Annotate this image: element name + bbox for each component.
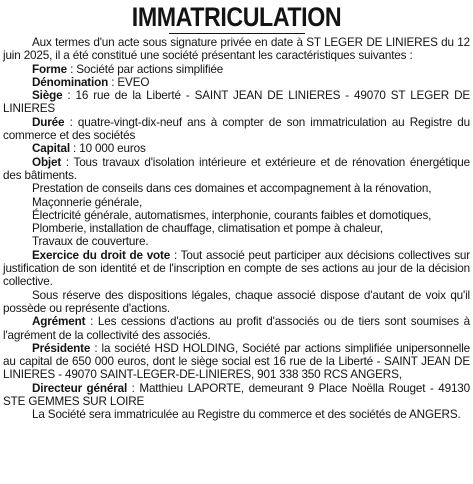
field-forme: [3, 63, 470, 76]
reserve-paragraph: Sous réserve des dispositions légales, chaque associé dispose d'autant de voix qu'il possède ou représente d'actions.: [3, 288, 470, 315]
field-siege: [3, 89, 470, 116]
notice-body: [3, 36, 470, 422]
field-value: : la société HSD HOLDING, Société par actions simplifiée unipersonnelle au capital de 650 000 euros, dont le siège social est 16 rue de la Liberté - SAINT JEAN DE LINIERES - 49070 SAINT-LEGER-DE-LINIERES, 901 338 350 RCS ANGERS,: [3, 341, 470, 382]
field-value: : EVEO: [108, 75, 150, 89]
objet-item: Maçonnerie générale,: [32, 195, 143, 209]
field-label: Forme: [32, 62, 67, 76]
intro-paragraph: Aux termes d'un acte sous signature privée en date à ST LEGER DE LINIERES du 12 juin 2025, il a été constitué une société présentant les caractéristiques suivantes :: [3, 36, 470, 63]
notice-title: IMMATRICULATION: [131, 2, 342, 32]
field-value: : Tout associé peut participer aux décisions collectives sur justification de son identité et de l'inscription en compte de ses actions au jour de la décision collective.: [3, 248, 470, 289]
field-duree: [3, 116, 470, 143]
field-value: : Société par actions simplifiée: [66, 62, 224, 76]
field-label: Directeur général: [32, 381, 128, 395]
field-value: : 10 000 euros: [69, 142, 146, 156]
field-value: : Matthieu LAPORTE, demeurant 9 Place Noëlla Rouget - 49130 STE GEMMES SUR LOIRE: [3, 381, 471, 409]
closing-paragraph: La Société sera immatriculée au Registre du commerce et des sociétés de ANGERS.: [32, 408, 461, 422]
field-value: : Les cessions d'actions au profit d'associés ou de tiers sont soumises à l'agrément de la collectivité des associés.: [3, 315, 470, 342]
field-label: Durée: [32, 115, 65, 129]
objet-item: Prestation de conseils dans ces domaines et accompagnement à la rénovation,: [32, 182, 432, 196]
field-denomination: [3, 76, 470, 89]
field-presidente: [3, 342, 470, 382]
field-label: Dénomination: [32, 75, 109, 89]
objet-item: Électricité générale, automatismes, interphonie, courants faibles et domotiques,: [32, 208, 432, 222]
field-vote: [3, 249, 470, 289]
field-agrement: [3, 315, 470, 342]
field-label: Exercice du droit de vote: [32, 248, 171, 262]
field-label: Capital: [32, 142, 70, 156]
field-objet: [3, 156, 470, 183]
objet-item: Travaux de couverture.: [32, 235, 149, 249]
field-value: : 16 rue de la Liberté - SAINT JEAN DE LINIERES - 49070 ST LEGER DE LINIERES: [3, 89, 470, 116]
field-value: : Tous travaux d'isolation intérieure et extérieure et de rénovation énergétique des bâtiments.: [3, 155, 470, 182]
field-label: Objet: [32, 155, 62, 169]
field-directeur: [3, 382, 470, 409]
field-label: Présidente: [32, 341, 91, 355]
title-underline: [169, 33, 305, 34]
field-label: Agrément: [32, 315, 86, 329]
field-label: Siège: [32, 89, 63, 103]
field-value: : quatre-vingt-dix-neuf ans à compter de son immatriculation au Registre du commerce et des sociétés: [3, 115, 470, 143]
field-capital: [3, 142, 470, 155]
objet-item: Plomberie, installation de chauffage, climatisation et pompe à chaleur,: [32, 222, 384, 236]
